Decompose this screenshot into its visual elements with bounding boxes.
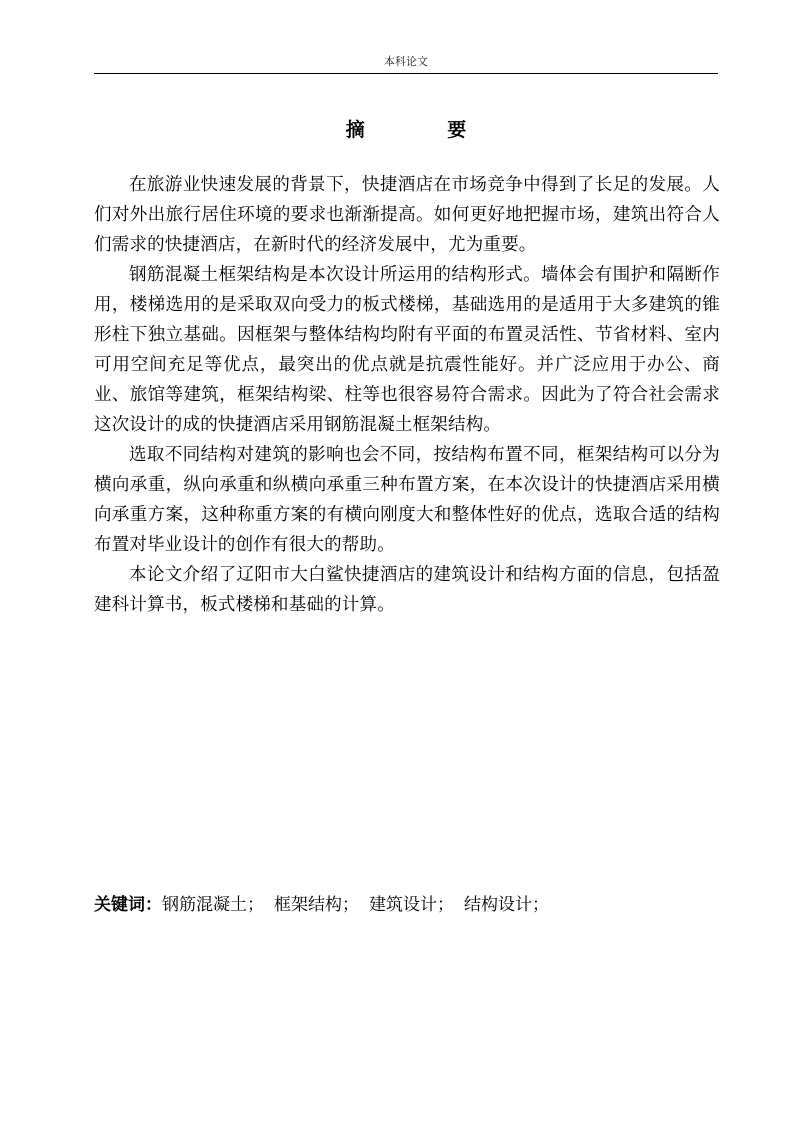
keywords-label: 关键词： [94,895,162,915]
keyword-item: 结构设计； [464,895,549,915]
abstract-paragraph-1: 在旅游业快速发展的背景下，快捷酒店在市场竞争中得到了长足的发展。人们对外出旅行居住环境的要求也渐渐提高。如何更好地把握市场，建筑出符合人们需求的快捷酒店，在新时代的经济发展中，尤为重要。 [94,175,720,255]
keyword-item: 框架结构； [274,895,359,915]
running-header: 本科论文 [384,55,428,68]
abstract-paragraph-4: 本论文介绍了辽阳市大白鲨快捷酒店的建筑设计和结构方面的信息，包括盈建科计算书，板式楼梯和基础的计算。 [94,565,720,615]
keywords-line [94,893,718,917]
keyword-item: 钢筋混凝土； [162,895,264,915]
abstract-body [94,170,720,620]
abstract-title: 摘 要 [345,119,505,141]
header-rule [94,73,718,74]
abstract-paragraph-2: 钢筋混凝土框架结构是本次设计所运用的结构形式。墙体会有围护和隔断作用，楼梯选用的是采取双向受力的板式楼梯，基础选用的是适用于大多建筑的锥形柱下独立基础。因框架与整体结构均附有平面的布置灵活性、节省材料、室内可用空间充足等优点，最突出的优点就是抗震性能好。并广泛应用于办公、商业、旅馆等建筑，框架结构梁、柱等也很容易符合需求。因此为了符合社会需求这次设计的成的快捷酒店采用钢筋混凝土框架结构。 [94,265,720,435]
abstract-paragraph-3: 选取不同结构对建筑的影响也会不同，按结构布置不同，框架结构可以分为横向承重，纵向承重和纵横向承重三种布置方案，在本次设计的快捷酒店采用横向承重方案，这种称重方案的有横向刚度大和整体性好的优点，选取合适的结构布置对毕业设计的创作有很大的帮助。 [94,445,720,555]
keyword-item: 建筑设计； [369,895,454,915]
